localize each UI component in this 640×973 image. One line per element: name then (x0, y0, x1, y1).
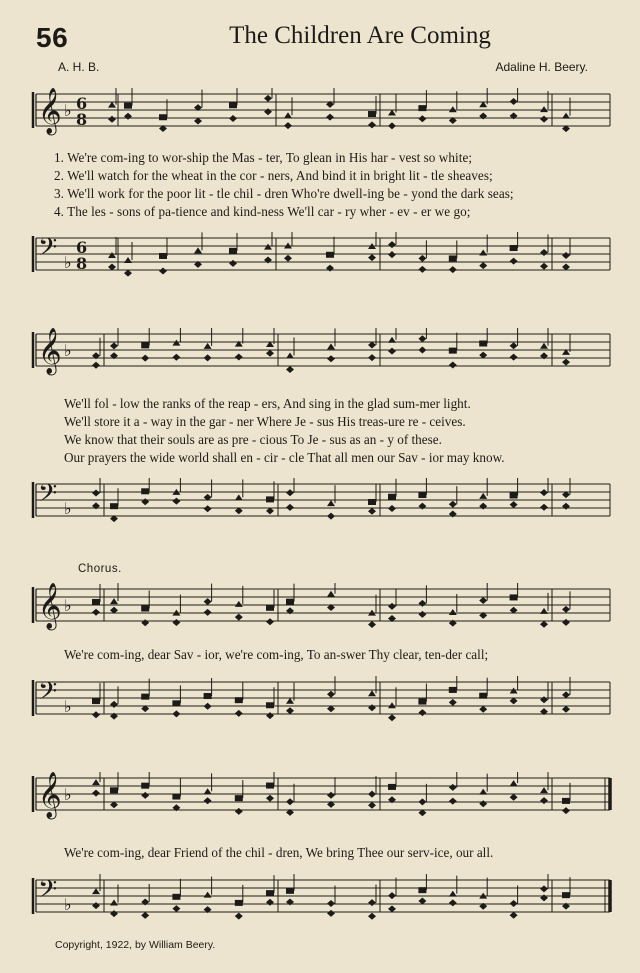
music-credit: Adaline H. Beery. (495, 60, 588, 74)
verse-2-line-1: 2. We'll watch for the wheat in the cor - ners, And bind it in bright lit - tle sheaves; (54, 168, 493, 183)
svg-text:8: 8 (76, 110, 88, 129)
flat-icon: ♭ (64, 785, 72, 804)
flat-icon: ♭ (64, 895, 72, 914)
hymn-title: The Children Are Coming (229, 22, 491, 49)
verse-1-line-1: 1. We're com-ing to wor-ship the Mas - ter, To glean in His har - vest so white; (54, 150, 473, 165)
verse-3-line-2: We know that their souls are as pre - cious To Je - sus as an - y of these. (64, 432, 442, 447)
staff-system-3-bass (0, 676, 640, 730)
words-credit: A. H. B. (58, 60, 100, 74)
bass-clef-icon: 𝄢 (38, 479, 58, 514)
svg-text:6: 6 (76, 94, 88, 113)
chorus-line-1: We're com-ing, dear Sav - ior, we're com-ing, To an-swer Thy clear, ten-der call; (64, 647, 489, 662)
staff-system-2-treble (0, 328, 640, 382)
verse-1-line-2: We'll fol - low the ranks of the reap - ers, And sing in the glad sum-mer light. (64, 396, 471, 411)
treble-clef-icon: 𝄞 (38, 583, 62, 629)
flat-icon: ♭ (64, 341, 72, 360)
svg-text:6: 6 (76, 238, 88, 257)
staff-system-1-treble (0, 88, 640, 142)
staff-system-4-treble (0, 772, 640, 826)
bass-clef-icon: 𝄢 (38, 875, 58, 910)
bass-clef-icon: 𝄢 (38, 677, 58, 712)
flat-icon: ♭ (64, 499, 72, 518)
hymn-number: 56 (36, 22, 69, 53)
flat-icon: ♭ (64, 101, 72, 120)
flat-icon: ♭ (64, 596, 72, 615)
svg-text:8: 8 (76, 254, 88, 273)
treble-clef-icon: 𝄞 (38, 328, 62, 374)
verse-2-line-2: We'll store it a - way in the gar - ner Where Je - sus His treas-ure re - ceives. (64, 414, 466, 429)
staff-system-3-treble (0, 583, 640, 637)
staff-system-2-bass (0, 478, 640, 532)
flat-icon: ♭ (64, 253, 72, 272)
flat-icon: ♭ (64, 697, 72, 716)
treble-clef-icon: 𝄞 (38, 88, 62, 134)
chorus-line-2: We're com-ing, dear Friend of the chil - dren, We bring Thee our serv-ice, our all. (64, 845, 494, 860)
chorus-label: Chorus. (78, 563, 122, 575)
verse-4-line-2: Our prayers the wide world shall en - cir - cle That all men our Sav - ior may know. (64, 450, 505, 465)
verse-4-line-1: 4. The les - sons of pa-tience and kind-ness We'll car - ry wher - ev - er we go; (54, 204, 471, 219)
verse-3-line-1: 3. We'll work for the poor lit - tle chil - dren Who're dwell-ing be - yond the dark seas; (54, 186, 514, 201)
treble-clef-icon: 𝄞 (38, 772, 62, 818)
copyright-notice: Copyright, 1922, by William Beery. (55, 939, 216, 951)
staff-system-4-bass (0, 874, 640, 928)
bass-clef-icon: 𝄢 (38, 233, 58, 268)
staff-system-1-bass (0, 232, 640, 286)
